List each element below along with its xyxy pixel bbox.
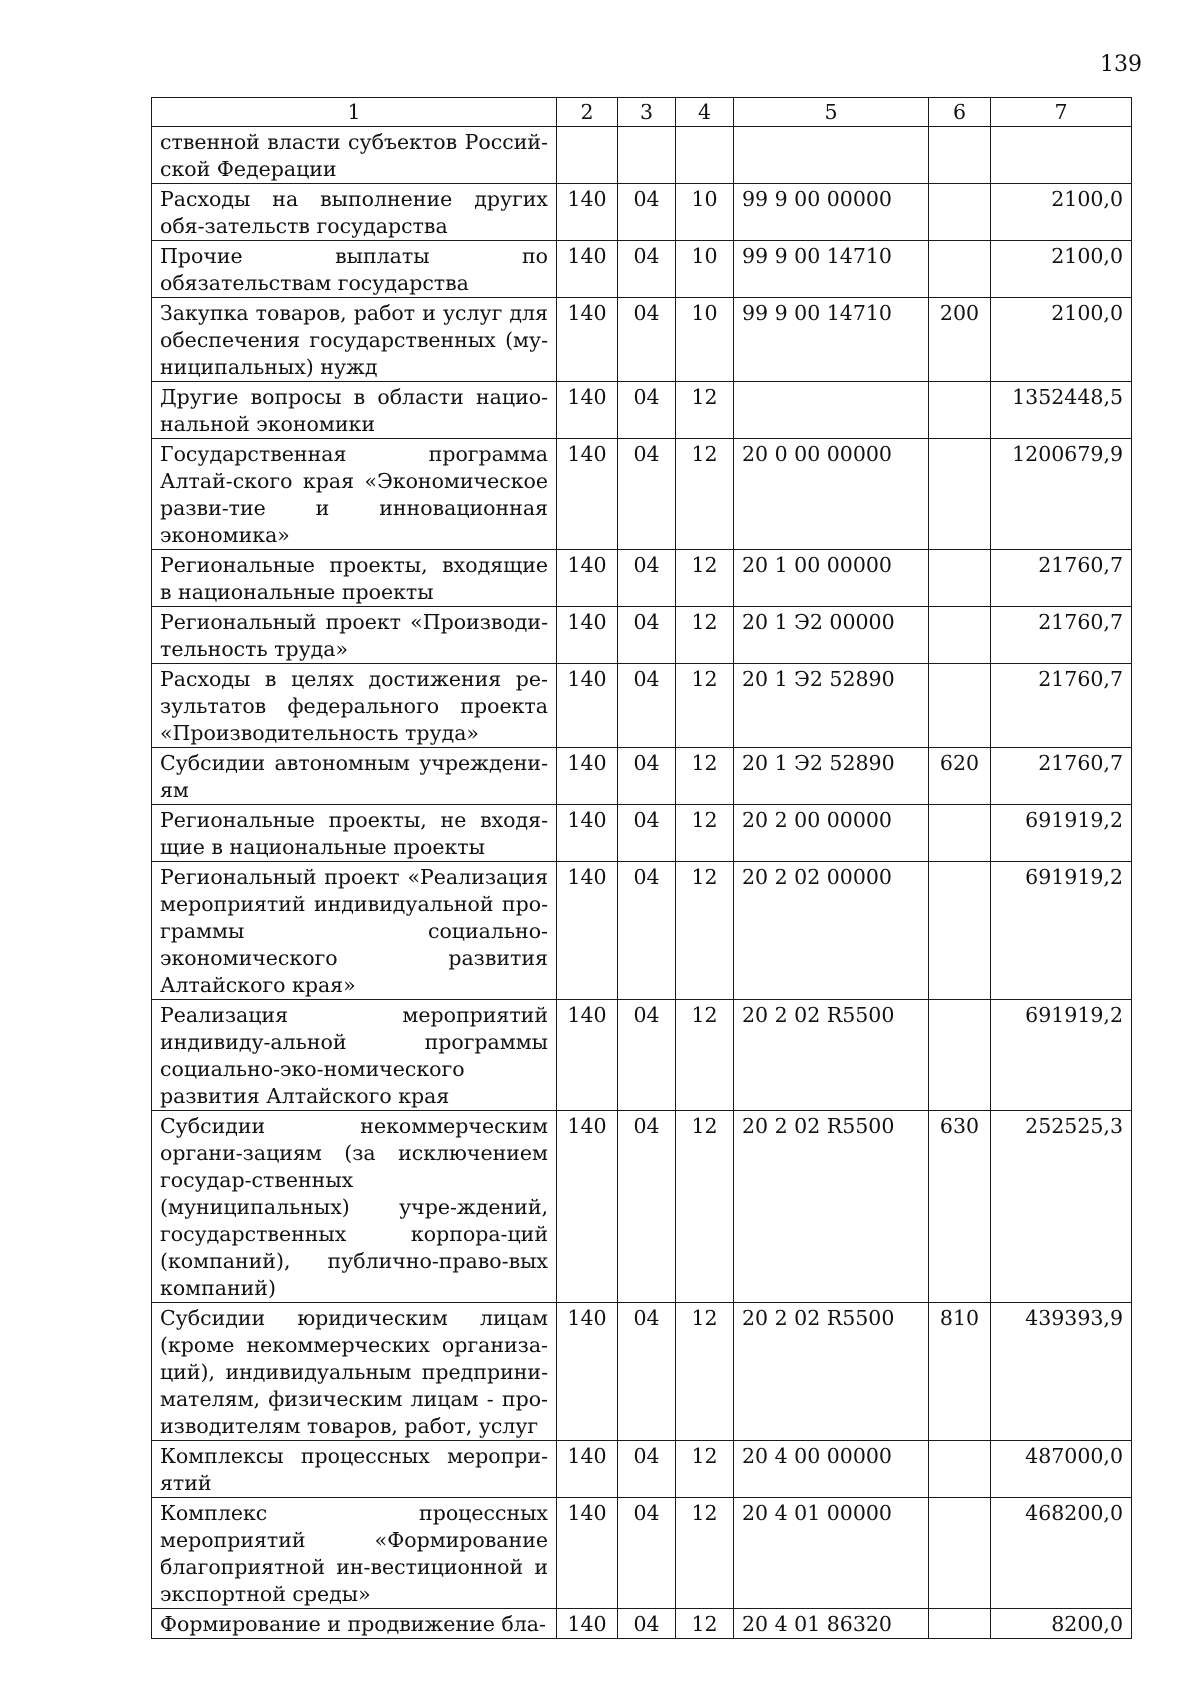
section-code: 04: [618, 1111, 676, 1303]
amount: 487000,0: [991, 1441, 1132, 1498]
item-name: Субсидии автономным учреждени-ям: [152, 748, 557, 805]
ministry-code: [557, 127, 618, 184]
ministry-code: 140: [557, 862, 618, 1000]
section-code: 04: [618, 664, 676, 748]
section-code: 04: [618, 607, 676, 664]
ministry-code: 140: [557, 382, 618, 439]
expense-type-code: [929, 664, 991, 748]
subsection-code: 12: [676, 1609, 734, 1639]
subsection-code: 12: [676, 382, 734, 439]
section-code: 04: [618, 1000, 676, 1111]
subsection-code: 12: [676, 550, 734, 607]
expense-type-code: [929, 184, 991, 241]
ministry-code: 140: [557, 1609, 618, 1639]
section-code: 04: [618, 862, 676, 1000]
target-code: 20 1 Э2 52890: [734, 664, 929, 748]
item-name: Расходы в целях достижения ре-зультатов федерального проекта «Производительность труда»: [152, 664, 557, 748]
item-name: Субсидии некоммерческим органи-зациям (за исключением государ-ственных (муниципальных) учре-ждений, государственных корпора-ций (компаний), публично-право-вых компаний): [152, 1111, 557, 1303]
ministry-code: 140: [557, 439, 618, 550]
subsection-code: 10: [676, 241, 734, 298]
target-code: 99 9 00 00000: [734, 184, 929, 241]
section-code: [618, 127, 676, 184]
amount: 21760,7: [991, 550, 1132, 607]
ministry-code: 140: [557, 607, 618, 664]
table-row: [152, 1441, 1132, 1498]
amount: [991, 127, 1132, 184]
ministry-code: 140: [557, 664, 618, 748]
table-row: [152, 439, 1132, 550]
target-code: 20 2 02 R5500: [734, 1303, 929, 1441]
subsection-code: 12: [676, 748, 734, 805]
section-code: 04: [618, 1441, 676, 1498]
table-row: [152, 1498, 1132, 1609]
ministry-code: 140: [557, 1441, 618, 1498]
table-row: [152, 805, 1132, 862]
subsection-code: 12: [676, 439, 734, 550]
expense-type-code: [929, 607, 991, 664]
amount: 468200,0: [991, 1498, 1132, 1609]
header-row: [152, 98, 1132, 127]
target-code: 20 4 01 86320: [734, 1609, 929, 1639]
target-code: 20 2 02 R5500: [734, 1111, 929, 1303]
item-name: Реализация мероприятий индивиду-альной программы социально-эко-номического развития Алтайского края: [152, 1000, 557, 1111]
target-code: 20 1 00 00000: [734, 550, 929, 607]
expense-type-code: [929, 1441, 991, 1498]
expense-type-code: [929, 1498, 991, 1609]
expense-type-code: [929, 241, 991, 298]
expense-type-code: [929, 127, 991, 184]
ministry-code: 140: [557, 1303, 618, 1441]
subsection-code: 12: [676, 1303, 734, 1441]
expense-type-code: [929, 550, 991, 607]
subsection-code: [676, 127, 734, 184]
table-row: [152, 1303, 1132, 1441]
ministry-code: 140: [557, 550, 618, 607]
amount: 439393,9: [991, 1303, 1132, 1441]
amount: 691919,2: [991, 805, 1132, 862]
target-code: 20 1 Э2 52890: [734, 748, 929, 805]
ministry-code: 140: [557, 1000, 618, 1111]
table-row: [152, 184, 1132, 241]
ministry-code: 140: [557, 805, 618, 862]
target-code: 20 2 00 00000: [734, 805, 929, 862]
target-code: 20 2 02 R5500: [734, 1000, 929, 1111]
item-name: Государственная программа Алтай-ского края «Экономическое разви-тие и инновационная экономика»: [152, 439, 557, 550]
table-row: [152, 1111, 1132, 1303]
expense-type-code: 200: [929, 298, 991, 382]
item-name: Региональные проекты, не входя-щие в национальные проекты: [152, 805, 557, 862]
subsection-code: 12: [676, 805, 734, 862]
table-row: [152, 1609, 1132, 1639]
section-code: 04: [618, 241, 676, 298]
subsection-code: 12: [676, 1441, 734, 1498]
header-col-7: 7: [991, 98, 1132, 127]
item-name: Расходы на выполнение других обя-зательств государства: [152, 184, 557, 241]
amount: 2100,0: [991, 184, 1132, 241]
section-code: 04: [618, 550, 676, 607]
amount: 21760,7: [991, 748, 1132, 805]
table-row: [152, 607, 1132, 664]
item-name: Региональный проект «Производи-тельность труда»: [152, 607, 557, 664]
target-code: 20 4 00 00000: [734, 1441, 929, 1498]
header-col-4: 4: [676, 98, 734, 127]
section-code: 04: [618, 439, 676, 550]
expense-type-code: [929, 439, 991, 550]
section-code: 04: [618, 748, 676, 805]
ministry-code: 140: [557, 1498, 618, 1609]
table-row: [152, 862, 1132, 1000]
subsection-code: 12: [676, 607, 734, 664]
amount: 2100,0: [991, 241, 1132, 298]
target-code: 99 9 00 14710: [734, 298, 929, 382]
item-name: ственной власти субъектов Россий-ской Федерации: [152, 127, 557, 184]
amount: 21760,7: [991, 664, 1132, 748]
target-code: 20 0 00 00000: [734, 439, 929, 550]
section-code: 04: [618, 184, 676, 241]
ministry-code: 140: [557, 241, 618, 298]
item-name: Формирование и продвижение бла-: [152, 1609, 557, 1639]
subsection-code: 12: [676, 664, 734, 748]
section-code: 04: [618, 805, 676, 862]
amount: 691919,2: [991, 1000, 1132, 1111]
ministry-code: 140: [557, 184, 618, 241]
subsection-code: 10: [676, 298, 734, 382]
target-code: 99 9 00 14710: [734, 241, 929, 298]
table-row: [152, 748, 1132, 805]
table-row: [152, 664, 1132, 748]
amount: 1200679,9: [991, 439, 1132, 550]
table-row: [152, 382, 1132, 439]
target-code: [734, 382, 929, 439]
item-name: Комплекс процессных мероприятий «Формирование благоприятной ин-вестиционной и экспортной среды»: [152, 1498, 557, 1609]
item-name: Другие вопросы в области нацио-нальной экономики: [152, 382, 557, 439]
section-code: 04: [618, 1303, 676, 1441]
item-name: Региональный проект «Реализация мероприятий индивидуальной про-граммы социально-экономического развития Алтайского края»: [152, 862, 557, 1000]
table-row: [152, 550, 1132, 607]
item-name: Закупка товаров, работ и услуг для обеспечения государственных (му-ниципальных) нужд: [152, 298, 557, 382]
header-col-2: 2: [557, 98, 618, 127]
expense-type-code: 810: [929, 1303, 991, 1441]
subsection-code: 12: [676, 862, 734, 1000]
subsection-code: 10: [676, 184, 734, 241]
item-name: Субсидии юридическим лицам (кроме некоммерческих организа-ций), индивидуальным предприни-мателям, физическим лицам - про-изводителям товаров, работ, услуг: [152, 1303, 557, 1441]
amount: 1352448,5: [991, 382, 1132, 439]
item-name: Прочие выплаты по обязательствам государства: [152, 241, 557, 298]
target-code: 20 1 Э2 00000: [734, 607, 929, 664]
ministry-code: 140: [557, 298, 618, 382]
ministry-code: 140: [557, 1111, 618, 1303]
expense-type-code: [929, 1000, 991, 1111]
target-code: [734, 127, 929, 184]
amount: 2100,0: [991, 298, 1132, 382]
header-col-6: 6: [929, 98, 991, 127]
expense-type-code: [929, 382, 991, 439]
subsection-code: 12: [676, 1498, 734, 1609]
expense-type-code: [929, 1609, 991, 1639]
table-row: [152, 127, 1132, 184]
target-code: 20 4 01 00000: [734, 1498, 929, 1609]
amount: 252525,3: [991, 1111, 1132, 1303]
amount: 21760,7: [991, 607, 1132, 664]
header-col-5: 5: [734, 98, 929, 127]
ministry-code: 140: [557, 748, 618, 805]
header-col-3: 3: [618, 98, 676, 127]
table-row: [152, 298, 1132, 382]
item-name: Региональные проекты, входящие в национальные проекты: [152, 550, 557, 607]
table-row: [152, 1000, 1132, 1111]
section-code: 04: [618, 1609, 676, 1639]
expense-type-code: [929, 805, 991, 862]
item-name: Комплексы процессных меропри-ятий: [152, 1441, 557, 1498]
amount: 691919,2: [991, 862, 1132, 1000]
header-col-1: 1: [152, 98, 557, 127]
subsection-code: 12: [676, 1000, 734, 1111]
expense-type-code: 630: [929, 1111, 991, 1303]
amount: 8200,0: [991, 1609, 1132, 1639]
expense-type-code: 620: [929, 748, 991, 805]
budget-table: [151, 97, 1132, 1639]
table-row: [152, 241, 1132, 298]
subsection-code: 12: [676, 1111, 734, 1303]
section-code: 04: [618, 1498, 676, 1609]
target-code: 20 2 02 00000: [734, 862, 929, 1000]
page-number: 139: [1100, 52, 1142, 77]
section-code: 04: [618, 298, 676, 382]
expense-type-code: [929, 862, 991, 1000]
section-code: 04: [618, 382, 676, 439]
